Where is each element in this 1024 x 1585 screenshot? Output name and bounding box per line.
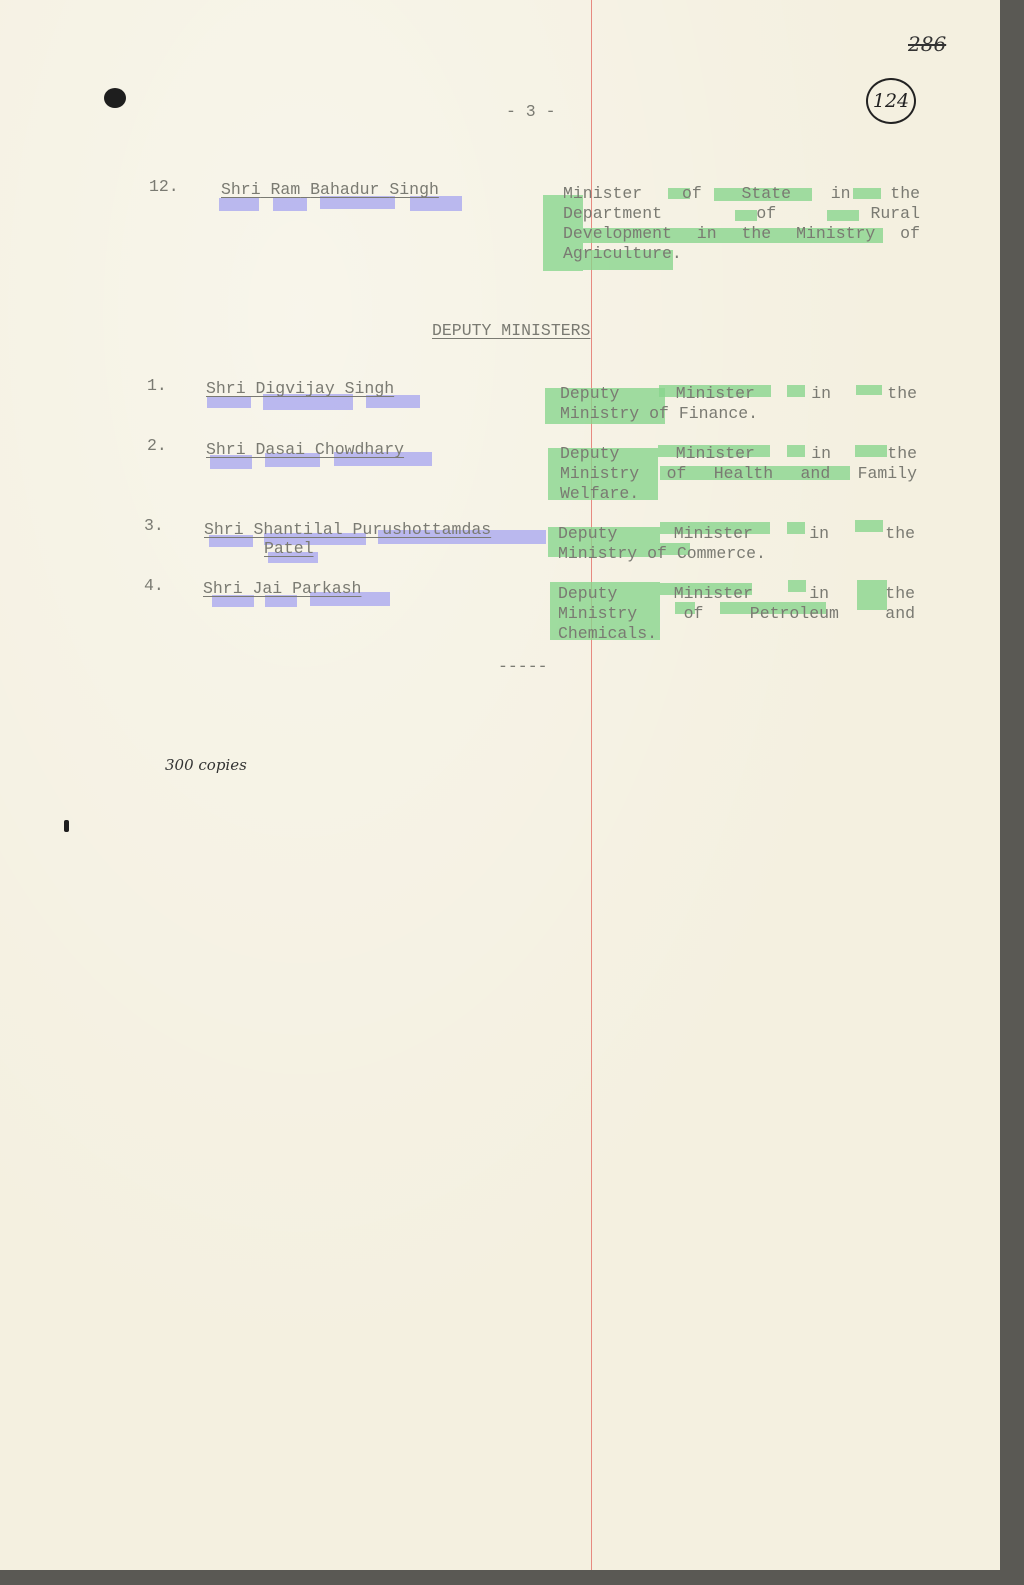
- name-word: Singh: [389, 180, 439, 199]
- ink-dot: [64, 820, 69, 832]
- entry-name: Shri Jai Parkash: [203, 579, 362, 598]
- desc-line: Agriculture.: [563, 244, 682, 263]
- entry-description: [560, 444, 917, 504]
- entry-description: [560, 384, 917, 424]
- entry-name: Shri Digvijay Singh: [206, 379, 395, 398]
- name-word: Bahadur: [310, 180, 380, 199]
- ink-blot: [104, 88, 126, 108]
- desc-line: Ministry of Commerce.: [558, 544, 766, 563]
- desc-line: Deputy Minister in the: [560, 444, 917, 463]
- desc-line: Department of Rural: [563, 204, 920, 223]
- entry-number: 1.: [147, 376, 167, 395]
- entry-description: [563, 184, 920, 264]
- name-word: Shri: [221, 180, 261, 199]
- name-word: Ram: [270, 180, 301, 199]
- desc-line: Ministry of Health and Family: [560, 464, 917, 483]
- entry-description: [558, 584, 915, 644]
- desc-line: Chemicals.: [558, 624, 658, 643]
- entry-name: [221, 180, 439, 200]
- handwritten-note: 300 copies: [165, 756, 247, 774]
- stamp-page-number: 124: [866, 78, 916, 124]
- entry-number: 2.: [147, 436, 167, 455]
- desc-line: Development in the Ministry of: [563, 224, 920, 243]
- desc-line: Minister of State in the: [563, 184, 920, 203]
- old-page-number: 286: [908, 32, 947, 56]
- section-heading: DEPUTY MINISTERS: [432, 321, 591, 340]
- entry-name: Shri Dasai Chowdhary: [206, 440, 405, 459]
- desc-line: Deputy Minister in the: [560, 384, 917, 403]
- end-mark: -----: [498, 657, 548, 676]
- desc-line: Welfare.: [560, 484, 640, 503]
- entry-name: Shri Shantilal Purushottamdas: [204, 520, 492, 539]
- entry-number: 3.: [144, 516, 164, 535]
- desc-line: Deputy Minister in the: [558, 584, 915, 603]
- entry-number: 4.: [144, 576, 164, 595]
- entry-name-line2: Patel: [264, 539, 314, 558]
- desc-line: Ministry of Finance.: [560, 404, 759, 423]
- page-number: - 3 -: [506, 102, 556, 121]
- desc-line: Ministry of Petroleum and: [558, 604, 915, 623]
- entry-description: [558, 524, 915, 564]
- entry-number: 12.: [149, 177, 179, 196]
- desc-line: Deputy Minister in the: [558, 524, 915, 543]
